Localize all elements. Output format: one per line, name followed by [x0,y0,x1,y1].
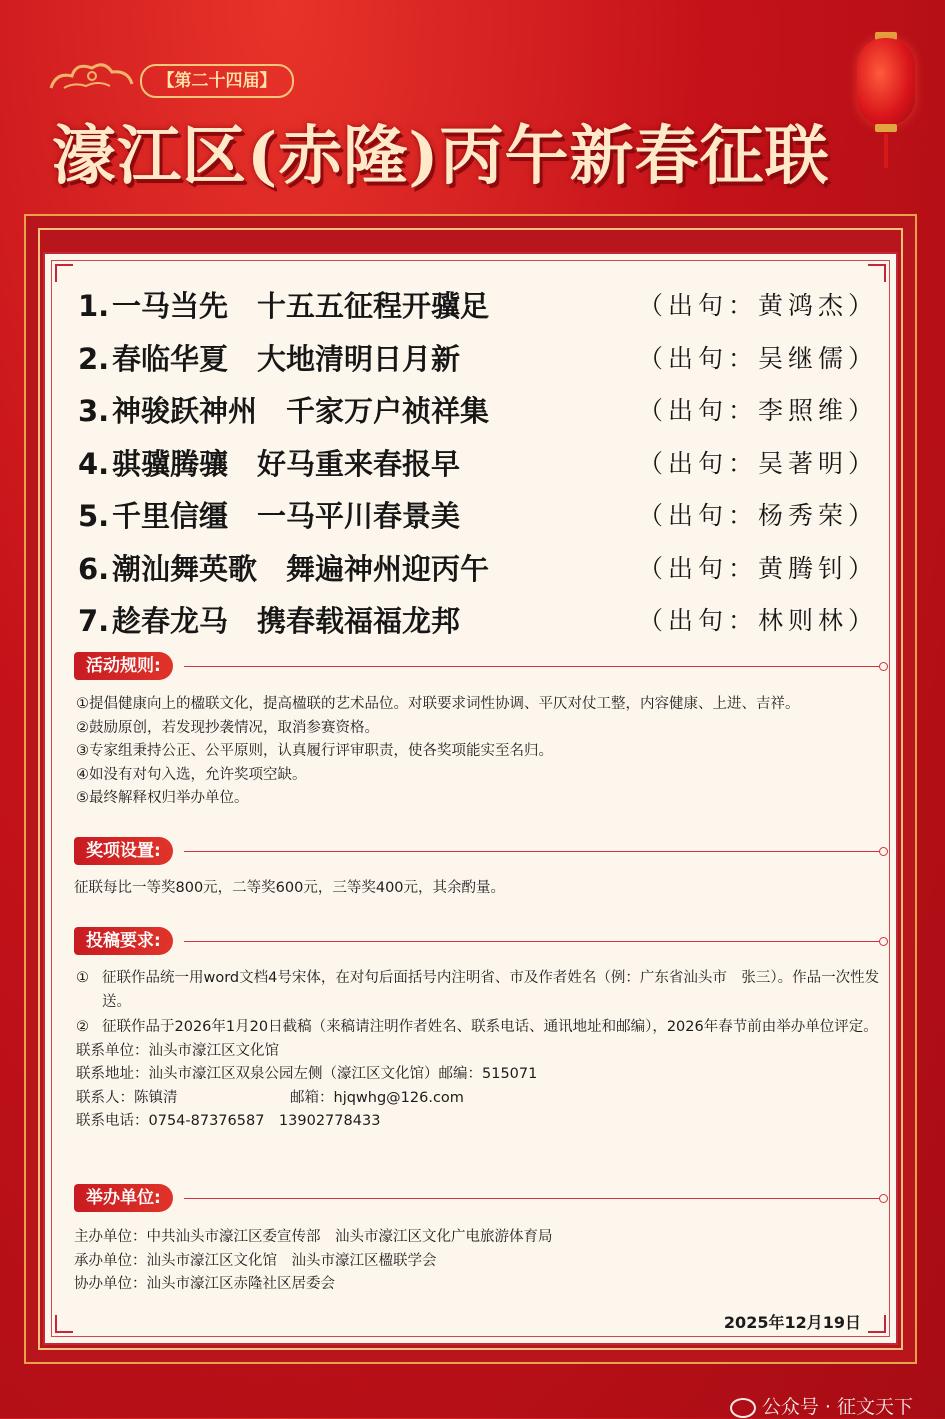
entry-text: 春临华夏 大地清明日月新 [112,341,461,376]
item-text: 征联作品于2026年1月20日截稿（来稿请注明作者姓名、联系电话、通讯地址和邮编），2026年春节前由举办单位评定。 [102,1019,878,1035]
entry-author: （出句：林则林） [637,606,878,635]
item-mark: ① [76,970,89,986]
entry-number: 4. [78,446,110,481]
entry-number: 3. [78,394,110,428]
entry-author: （出句：吴著明） [637,448,878,478]
entry-text: 神骏跃神州 千家万户祯祥集 [112,394,490,428]
footer-account: 公众号 · 征文天下 [761,1396,913,1418]
couplet-entries [78,280,878,648]
organizer-unit: 承办单位：汕头市濠江区文化馆 汕头市濠江区楹联学会 [74,1252,437,1269]
rule-item: ③专家组秉持公正、公平原则，认真履行评审职责，使各奖项能实至名归。 [76,743,553,759]
footer-watermark [730,1392,913,1419]
entry-text: 潮汕舞英歌 舞遍神州迎丙午 [112,551,490,586]
page-title: 濠江区(赤隆)丙午新春征联 [52,119,830,194]
item-text: 征联作品统一用word文档4号宋体，在对句后面括号内注明省、市及作者姓名（例：广东省汕头市 张三）。作品一次性发送。 [102,970,880,1010]
issue-date: 2025年12月19日 [723,1313,861,1332]
couplet-entry [78,543,878,596]
contact-email: 邮箱：hjqwhg@126.com [290,1089,464,1106]
entry-text: 骐骥腾骧 好马重来春报早 [112,446,461,481]
entry-author: （出句：黄鸿杰） [637,291,878,320]
entry-author: （出句：李照维） [637,396,878,425]
rule-item: ④如没有对句入选，允许奖项空缺。 [76,766,307,783]
couplet-entry [78,385,878,438]
entry-text: 一马当先 十五五征程开骥足 [112,289,490,323]
contact-phone: 联系电话：0754-87376587 13902778433 [76,1113,381,1129]
entry-author: （出句：杨秀荣） [637,501,878,530]
couplet-entry [78,490,878,543]
rules-heading: 活动规则: [74,652,173,680]
entry-number: 6. [78,551,110,586]
wechat-icon [730,1398,756,1418]
entry-number: 5. [78,499,110,533]
entry-author: （出句：吴继儒） [637,343,878,373]
entry-text: 趁春龙马 携春载福福龙邦 [112,604,461,638]
entry-number: 2. [78,341,110,376]
contact-unit: 联系单位：汕头市濠江区文化馆 [76,1042,279,1059]
awards-section [74,837,888,901]
contact-person: 联系人：陈镇清 [76,1089,178,1106]
host-unit: 主办单位：中共汕头市濠江区委宣传部 汕头市濠江区文化广电旅游体育局 [74,1229,553,1245]
cloud-ornament-icon [46,58,136,98]
awards-text: 征联每比一等奖800元，二等奖600元，三等奖400元，其余酌量。 [74,880,506,896]
couplet-entry [78,280,878,333]
submission-section [74,927,888,1134]
rule-item: ⑤最终解释权归举办单位。 [76,790,249,806]
edition-badge: 【第二十四届】 [140,64,294,98]
contact-address: 联系地址：汕头市濠江区双泉公园左侧（濠江区文化馆）邮编：515071 [76,1066,538,1082]
submission-heading: 投稿要求: [74,927,173,955]
submission-item [76,1016,888,1040]
co-organizer-unit: 协办单位：汕头市濠江区赤隆社区居委会 [74,1276,335,1292]
couplet-entry [78,333,878,386]
rule-item: ②鼓励原创，若发现抄袭情况，取消参赛资格。 [76,719,379,736]
entry-author: （出句：黄腾钊） [637,553,878,583]
submission-item [76,967,888,1014]
entry-text: 千里信缰 一马平川春景美 [112,499,461,533]
entry-number: 7. [78,604,110,638]
entry-number: 1. [78,289,110,323]
organizers-section [74,1184,888,1297]
couplet-entry [78,438,878,491]
couplet-entry [78,595,878,648]
organizers-heading: 举办单位: [74,1184,173,1212]
rules-section [74,652,888,811]
item-mark: ② [76,1019,89,1035]
awards-heading: 奖项设置: [74,837,173,865]
rule-item: ①提倡健康向上的楹联文化，提高楹联的艺术品位。对联要求词性协调、平仄对仗工整，内容健康、上进、吉祥。 [76,696,800,712]
